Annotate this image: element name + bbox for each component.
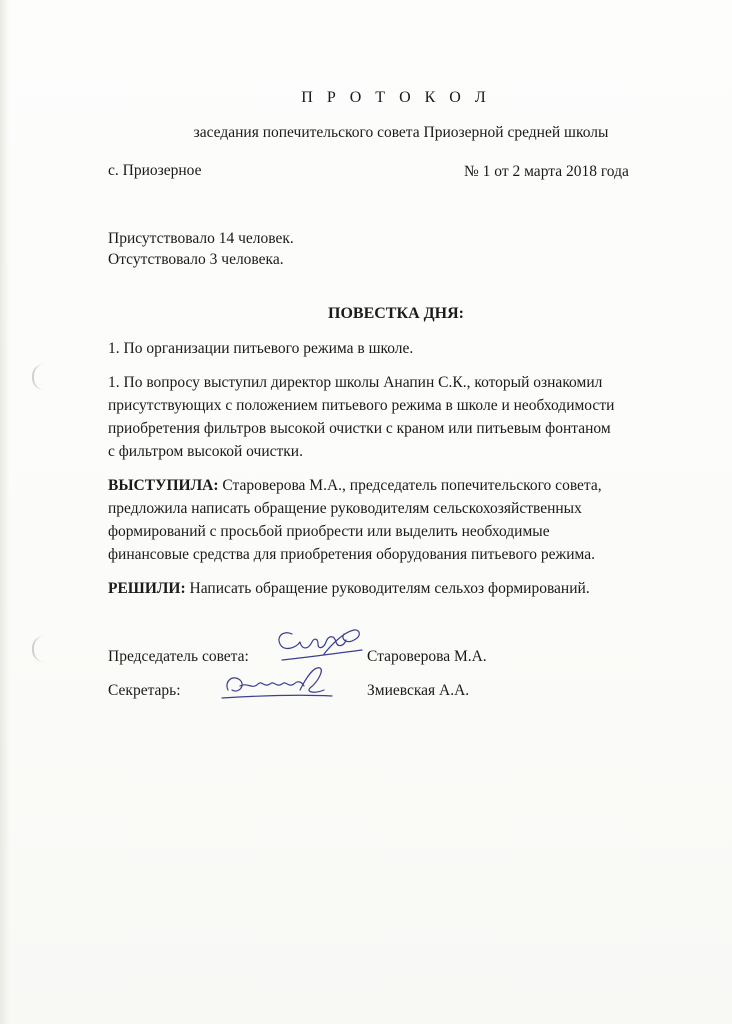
punch-hole-mark [32,364,52,390]
secretary-label: Секретарь: [108,682,181,699]
secretary-name: Змиевская А.А. [367,682,470,699]
punch-hole-mark [32,636,52,662]
chair-label: Председатель совета: [108,648,249,665]
discussion-line: 1. По вопросу выступил директор школы Анапин С.К., который ознакомил [108,374,603,391]
document-title: П Р О Т О К О Л [301,89,491,106]
agenda-heading: ПОВЕСТКА ДНЯ: [328,305,464,322]
speech-line: финансовые средства для приобретения оборудования питьевого режима. [108,546,596,563]
page-edge-shadow [0,0,10,1024]
secretary-signature [214,660,339,706]
speech-text: Староверова М.А., председатель попечительского совета, [218,477,602,494]
attendance-absent: Отсутствовало 3 человека. [108,251,284,268]
discussion-line: приобретения фильтров высокой очистки с краном или питьевым фонтаном [108,420,611,437]
discussion-line: присутствующих с положением питьевого режима в школе и необходимости [108,397,615,414]
speech-line: формирований с просьбой приобрести или выделить необходимые [108,523,550,540]
speech-label: ВЫСТУПИЛА: [108,477,219,494]
attendance-present: Присутствовало 14 человек. [108,230,294,247]
decision-line [108,577,590,600]
decision-label: РЕШИЛИ: [108,580,186,597]
speech-line: предложила написать обращение руководителям сельскохозяйственных [108,500,582,517]
speech-first-line [108,474,602,497]
document-subtitle: заседания попечительского совета Приозерной средней школы [193,124,609,141]
meeting-place: с. Приозерное [108,162,202,179]
discussion-line: с фильтром высокой очистки. [108,443,303,460]
decision-text: Написать обращение руководителям сельхоз формирований. [185,580,590,597]
chair-name: Староверова М.А. [367,648,487,665]
protocol-number-date: № 1 от 2 марта 2018 года [464,163,629,180]
agenda-item: 1. По организации питьевого режима в школе. [108,340,414,357]
